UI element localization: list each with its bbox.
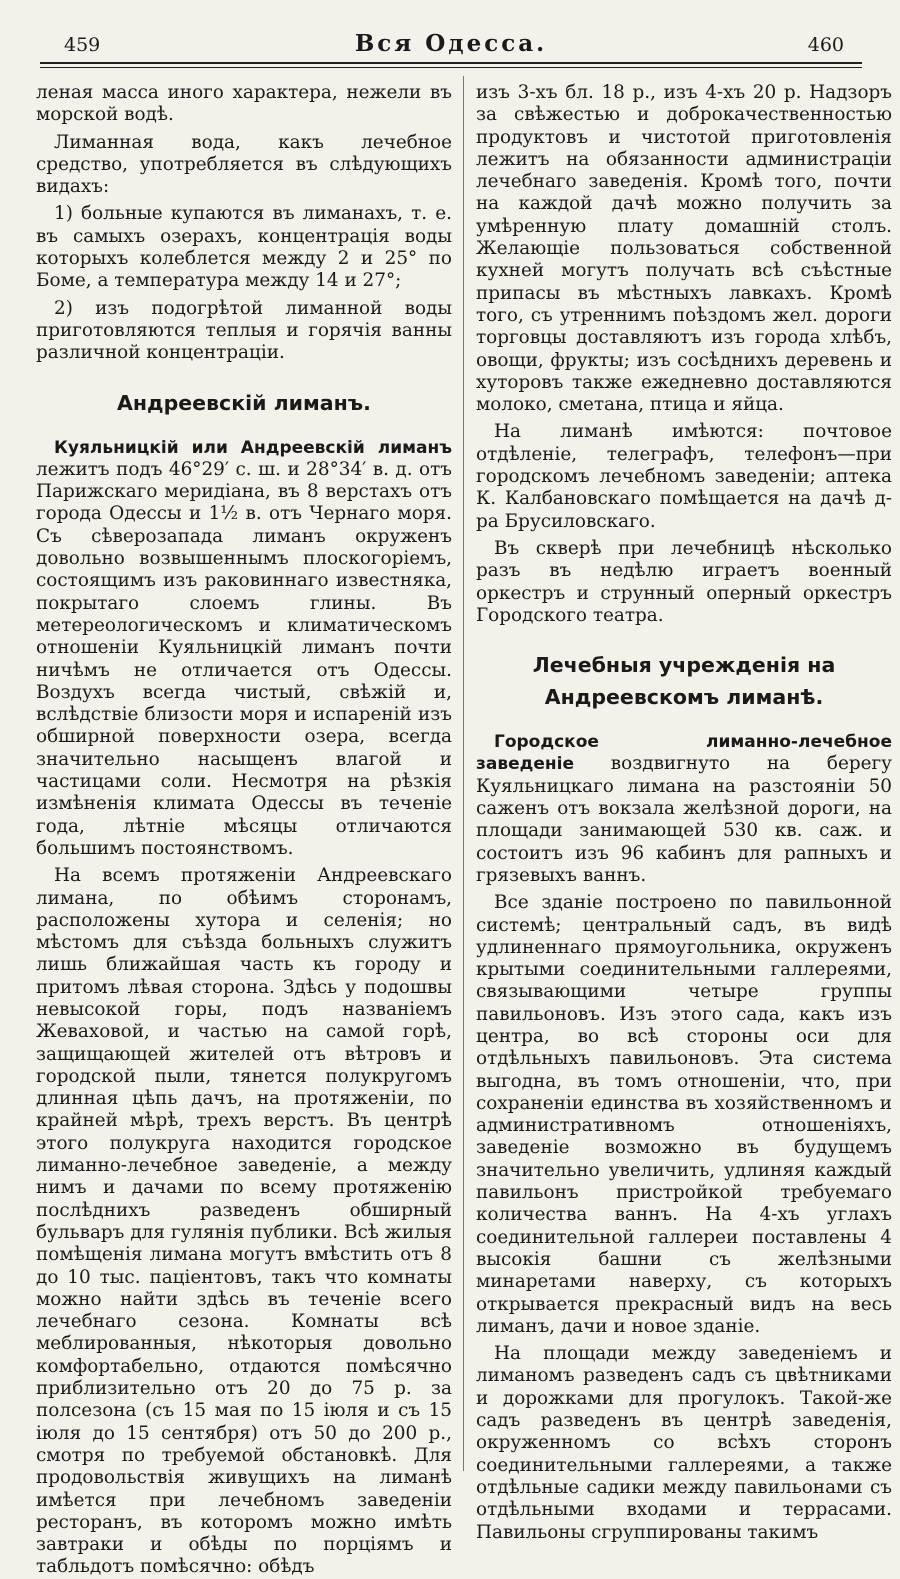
paragraph <box>476 731 892 887</box>
list-item: 1) больные купаются въ лиманахъ, т. е. въ самыхъ озерахъ, концентрація воды которыхъ колеблется между 2 и 25° по Боме, а температура между 14 и 27°; <box>36 203 452 292</box>
section-heading: Лечебныя учрежденія на Андреевскомъ лиманѣ. <box>532 653 836 710</box>
paragraph-lead: Городское лиманно-лечебное заведеніе <box>476 732 892 775</box>
paragraph-text: лежитъ подъ 46°29′ с. ш. и 28°34′ в. д. отъ Парижскаго меридіана, въ 8 верстахъ отъ города Одессы и 1½ в. отъ Чернаго моря. Съ сѣверозапада лиманъ окруженъ довольно возвышеннымъ плоскогоріемъ, состоящимъ изъ раковиннаго известняка, покрытаго слоемъ глины. Въ метереологическомъ и климатическомъ отношеніи Куяльницкій лиманъ почти ничѣмъ не отличается отъ Одессы. Воздухъ всегда чистый, свѣжій и, вслѣдствіе близости моря и испареній изъ обширной поверхности озера, всегда значительно насыщенъ влагой и частицами соли. Несмотря на рѣзкія измѣненія климата Одессы въ теченіе года, лѣтніе мѣсяцы отличаются большимъ постоянствомъ. <box>36 458 452 859</box>
left-column <box>36 82 452 1578</box>
paragraph: Лиманная вода, какъ лечебное средство, употребляется въ слѣдующихъ видахъ: <box>36 131 452 198</box>
page-number-left: 459 <box>64 34 101 56</box>
paragraph: Все зданіе построено по павильонной системѣ; центральный садъ, въ видѣ удлиненнаго прямоугольника, окруженъ крытыми соединительными галлереями, связывающими четыре группы павильоновъ. Изъ этого сада, какъ изъ центра, во всѣ стороны оси для отдѣльныхъ павильоновъ. Эта система выгодна, въ томъ отношеніи, что, при сохраненіи единства въ хозяйственномъ и административномъ отношеніяхъ, заведеніе возможно въ будущемъ значительно увеличить, удлиняя каждый павильонъ пристройкой требуемаго количества ваннъ. На 4-хъ углахъ соединительной галлереи поставлены 4 высокія башни съ желѣзными минаретами наверху, съ которыхъ открывается прекрасный видъ на весь лиманъ, дачи и новое зданіе. <box>476 892 892 1337</box>
page-header <box>40 28 862 68</box>
column-divider <box>463 76 464 1471</box>
paragraph-lead: Куяльницкій или Андреевскій лиманъ <box>54 437 452 458</box>
right-column <box>476 82 892 1543</box>
paragraph-text: воздвигнуто на берегу Куяльницкаго лимана на разстояніи 50 саженъ отъ вокзала желѣзной дороги, на площади занимающей 530 кв. саж. и состоитъ изъ 96 кабинъ для рапныхъ и грязевыхъ ваннъ. <box>476 753 892 886</box>
paragraph: леная масса иного характера, нежели въ морской водѣ. <box>36 82 452 126</box>
paragraph: Въ скверѣ при лечебницѣ нѣсколько разъ въ недѣлю играетъ военный оркестръ и струнный оперный оркестръ Городского театра. <box>476 537 892 626</box>
page-number-right: 460 <box>807 34 844 56</box>
paragraph <box>36 437 452 861</box>
section-heading: Андреевскій лиманъ. <box>117 390 371 415</box>
list-item: 2) изъ подогрѣтой лиманной воды приготовляются теплыя и горячія ванны различной концентраціи. <box>36 297 452 364</box>
paragraph: На площади между заведеніемъ и лиманомъ разведенъ садъ съ цвѣтниками и дорожками для прогулокъ. Такой-же садъ разведенъ въ центрѣ заведенія, окруженномъ со всѣхъ сторонъ соединительными галлереями, а также отдѣльные садики между павильонами съ отдѣльными входами и террасами. Павильоны сгруппированы такимъ <box>476 1343 892 1543</box>
paragraph: На лиманѣ имѣются: почтовое отдѣленіе, телеграфъ, телефонъ—при городскомъ лечебномъ заведеніи; аптека К. Калбановскаго помѣщается на дачѣ д-ра Брусиловскаго. <box>476 421 892 532</box>
header-rule-thin <box>40 67 862 68</box>
header-rule-thick <box>40 62 862 64</box>
paragraph: На всемъ протяженіи Андреевскаго лимана, по обѣимъ сторонамъ, расположены хутора и селенія; но мѣстомъ для съѣзда больныхъ служитъ лишь ближайшая часть къ городу и притомъ лѣвая сторона. Здѣсь у подошвы невысокой горы, подъ названіемъ Жеваховой, и частью на самой горѣ, защищающей жителей отъ вѣтровъ и городской пыли, тянется полукругомъ длинная цѣпь дачъ, на протяженіи, по крайней мѣрѣ, трехъ верстъ. Въ центрѣ этого полукруга находится городское лиманно-лечебное заведеніе, а между нимъ и дачами по всему протяженію послѣднихъ разведенъ обширный бульваръ для гулянія публики. Всѣ жилыя помѣщенія лимана могутъ вмѣстить отъ 8 до 10 тыс. паціентовъ, такъ что комнаты можно найти здѣсь въ теченіе всего лечебнаго сезона. Комнаты всѣ меблированныя, нѣкоторыя довольно комфортабельно, отдаются помѣсячно приблизительно отъ 20 до 75 р. за полсезона (съ 15 мая по 15 іюля и съ 15 іюля до 15 сентября) отъ 50 до 200 р., смотря по требуемой обстановкѣ. Для продовольствія живущихъ на лиманѣ имѣется при лечебномъ заведеніи ресторанъ, въ которомъ можно имѣть завтраки и обѣды по порціямъ и табльдотъ помѣсячно: обѣдъ <box>36 865 452 1578</box>
running-title: Вся Одесса. <box>354 30 548 57</box>
paragraph: изъ 3-хъ бл. 18 р., изъ 4-хъ 20 р. Надзоръ за свѣжестью и доброкачественностью продуктовъ и чистотой приготовленія лежитъ на обязанности администраціи лечебнаго заведенія. Кромѣ того, почти на каждой дачѣ можно получить за умѣренную плату домашній столъ. Желающіе пользоваться собственной кухней могутъ получать всѣ съѣстные припасы въ мѣстныхъ лавкахъ. Кромѣ того, съ утреннимъ поѣздомъ жел. дороги торговцы доставляютъ изъ города хлѣбъ, овощи, фрукты; изъ сосѣднихъ деревень и хуторовъ также ежедневно доставляются молоко, сметана, птица и яйца. <box>476 82 892 416</box>
